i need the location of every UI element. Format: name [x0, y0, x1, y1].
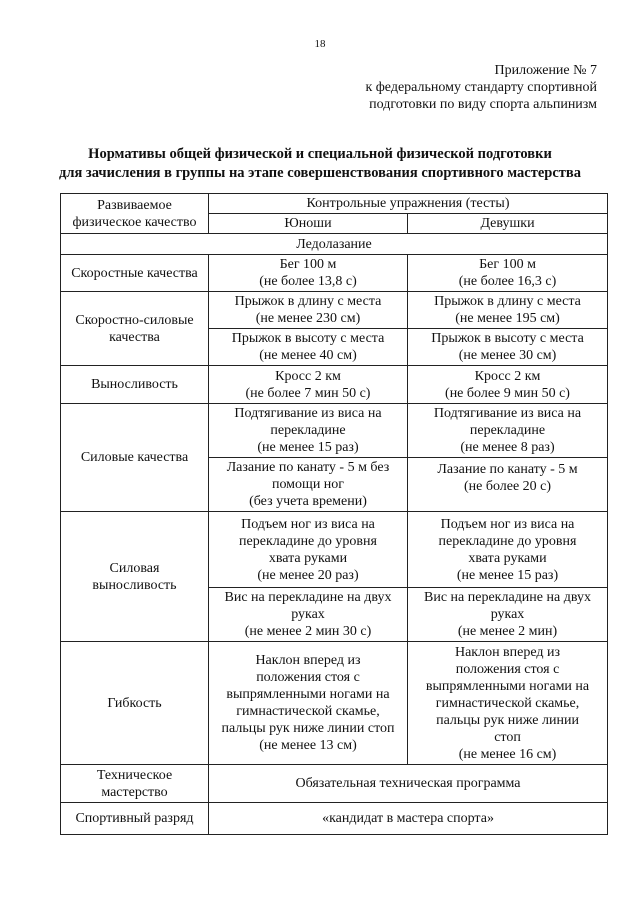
- header-girls: Девушки: [408, 214, 608, 234]
- test-line: (не более 9 мин 50 с): [445, 385, 570, 401]
- quality-cell: [61, 292, 209, 366]
- header-quality: [61, 194, 209, 234]
- quality-cell: [61, 512, 209, 642]
- quality-label: Силовые качества: [80, 450, 189, 465]
- quality-cell: [61, 366, 209, 404]
- test-line: (не менее 13 см): [259, 738, 357, 753]
- quality-label: Скоростно-силовые: [75, 312, 194, 328]
- test-line: помощи ног: [271, 477, 345, 492]
- test-line: гимнастической скамье,: [435, 695, 580, 711]
- test-line: Кросс 2 км: [474, 368, 541, 384]
- quality-cell: [61, 803, 209, 835]
- boys-cell: [209, 255, 408, 292]
- appendix-line: Приложение № 7: [494, 63, 597, 78]
- test-line: Прыжок в длину с места: [434, 294, 581, 309]
- quality-label: Техническое: [96, 767, 173, 783]
- appendix-line: подготовки по виду спорта альпинизм: [369, 97, 597, 112]
- quality-cell: [61, 255, 209, 292]
- technical-program-cell: Обязательная техническая программа: [209, 765, 608, 803]
- test-line: пальцы рук ниже линии: [436, 712, 579, 728]
- quality-label: Гибкость: [107, 695, 162, 711]
- test-line: хвата руками: [468, 550, 547, 566]
- test-line: (без учета времени): [249, 494, 367, 509]
- test-line: (не менее 195 см): [455, 311, 560, 326]
- table-row: [61, 255, 608, 292]
- test-line: Прыжок в высоту с места: [231, 331, 385, 346]
- table-row: [61, 803, 608, 835]
- quality-cell: [61, 765, 209, 803]
- boys-cell: [209, 642, 408, 765]
- test-line: Кросс 2 км: [275, 368, 341, 384]
- test-line: Подъем ног из виса на: [440, 516, 575, 532]
- test-line: стоп: [494, 729, 521, 745]
- test-line: положения стоя с: [256, 670, 360, 685]
- test-line: перекладине: [270, 423, 346, 438]
- boys-cell: [209, 458, 408, 512]
- boys-cell: [209, 404, 408, 458]
- test-line: Наклон вперед из: [454, 644, 561, 660]
- test-line: Бег 100 м: [479, 257, 536, 272]
- quality-cell: [61, 642, 209, 765]
- girls-cell: [408, 366, 608, 404]
- test-line: руках: [490, 607, 525, 622]
- boys-cell: [209, 292, 408, 329]
- girls-cell: [408, 255, 608, 292]
- title-line: Нормативы общей физической и специальной физической подготовки: [88, 146, 552, 162]
- section-title: Ледолазание: [61, 234, 608, 255]
- test-line: Прыжок в высоту с места: [431, 331, 584, 346]
- header-quality-line: Развиваемое: [97, 197, 172, 213]
- boys-cell: [209, 588, 408, 642]
- test-line: (не менее 30 см): [458, 348, 557, 363]
- test-line: Подтягивание из виса на: [234, 406, 382, 421]
- quality-label: Спортивный разряд: [75, 811, 194, 826]
- girls-cell: [408, 404, 608, 458]
- boys-cell: [209, 329, 408, 366]
- test-line: Подъем ног из виса на: [241, 516, 375, 532]
- test-line: Лазание по канату - 5 м: [437, 462, 578, 477]
- norms-table: [60, 193, 608, 835]
- test-line: Вис на перекладине на двух: [224, 590, 392, 605]
- boys-cell: [209, 366, 408, 404]
- title-line: для зачисления в группы на этапе совершенствования спортивного мастерства: [58, 165, 581, 181]
- test-line: перекладине: [469, 423, 546, 438]
- test-line: Лазание по канату - 5 м без: [226, 460, 390, 475]
- quality-label: качества: [109, 329, 160, 345]
- test-line: (не более 16,3 с): [458, 274, 557, 289]
- table-row: [61, 404, 608, 458]
- test-line: выпрямленными ногами на: [425, 678, 590, 694]
- test-line: Прыжок в длину с места: [234, 294, 382, 309]
- test-line: руках: [291, 607, 325, 622]
- test-line: (не менее 2 мин 30 с): [244, 624, 372, 639]
- girls-cell: [408, 292, 608, 329]
- sport-rank-cell: «кандидат в мастера спорта»: [209, 803, 608, 835]
- header-boys: Юноши: [209, 214, 408, 234]
- girls-cell: [408, 588, 608, 642]
- test-line: Наклон вперед из: [255, 653, 361, 668]
- test-line: (не менее 40 см): [259, 348, 357, 363]
- test-line: (не менее 20 раз): [257, 567, 359, 583]
- test-line: положения стоя с: [455, 661, 560, 677]
- test-line: выпрямленными ногами на: [226, 687, 390, 702]
- table-row: [61, 765, 608, 803]
- quality-label: Выносливость: [91, 377, 178, 392]
- test-line: перекладине до уровня: [239, 533, 377, 549]
- quality-label: мастерство: [101, 784, 168, 800]
- test-line: (не более 13,8 с): [259, 274, 357, 289]
- table-header-row: [61, 194, 608, 214]
- test-line: Вис на перекладине на двух: [424, 590, 591, 605]
- test-line: Подтягивание из виса на: [433, 406, 582, 421]
- girls-cell: [408, 458, 608, 512]
- test-line: пальцы рук ниже линии стоп: [221, 721, 395, 736]
- document-title: [40, 145, 600, 183]
- girls-cell: [408, 329, 608, 366]
- section-row: [61, 234, 608, 255]
- test-line: (не более 7 мин 50 с): [245, 385, 371, 401]
- appendix-line: к федеральному стандарту спортивной: [365, 80, 597, 95]
- header-quality-line: физическое качество: [72, 214, 197, 230]
- quality-cell: [61, 404, 209, 512]
- test-line: гимнастической скамье,: [236, 704, 380, 719]
- test-line: (не менее 16 см): [458, 746, 557, 762]
- test-line: перекладине до уровня: [438, 533, 577, 549]
- table-row: [61, 642, 608, 765]
- test-line: хвата руками: [268, 550, 348, 566]
- test-line: (не менее 2 мин): [457, 624, 558, 639]
- table-row: [61, 366, 608, 404]
- test-line: (не более 20 с): [463, 479, 552, 494]
- test-line: (не менее 15 раз): [257, 440, 359, 455]
- table-row: [61, 292, 608, 329]
- test-line: (не менее 230 см): [255, 311, 361, 326]
- test-line: (не менее 8 раз): [460, 440, 555, 455]
- test-line: Бег 100 м: [279, 257, 337, 272]
- page-number: 18: [314, 38, 326, 50]
- header-tests: Контрольные упражнения (тесты): [209, 194, 608, 214]
- quality-label: выносливость: [92, 577, 177, 593]
- quality-label: Силовая: [109, 560, 160, 576]
- appendix-header: [365, 62, 597, 113]
- table-row: [61, 512, 608, 588]
- test-line: (не менее 15 раз): [456, 567, 559, 583]
- quality-label: Скоростные качества: [71, 265, 198, 281]
- girls-cell: [408, 512, 608, 588]
- boys-cell: [209, 512, 408, 588]
- girls-cell: [408, 642, 608, 765]
